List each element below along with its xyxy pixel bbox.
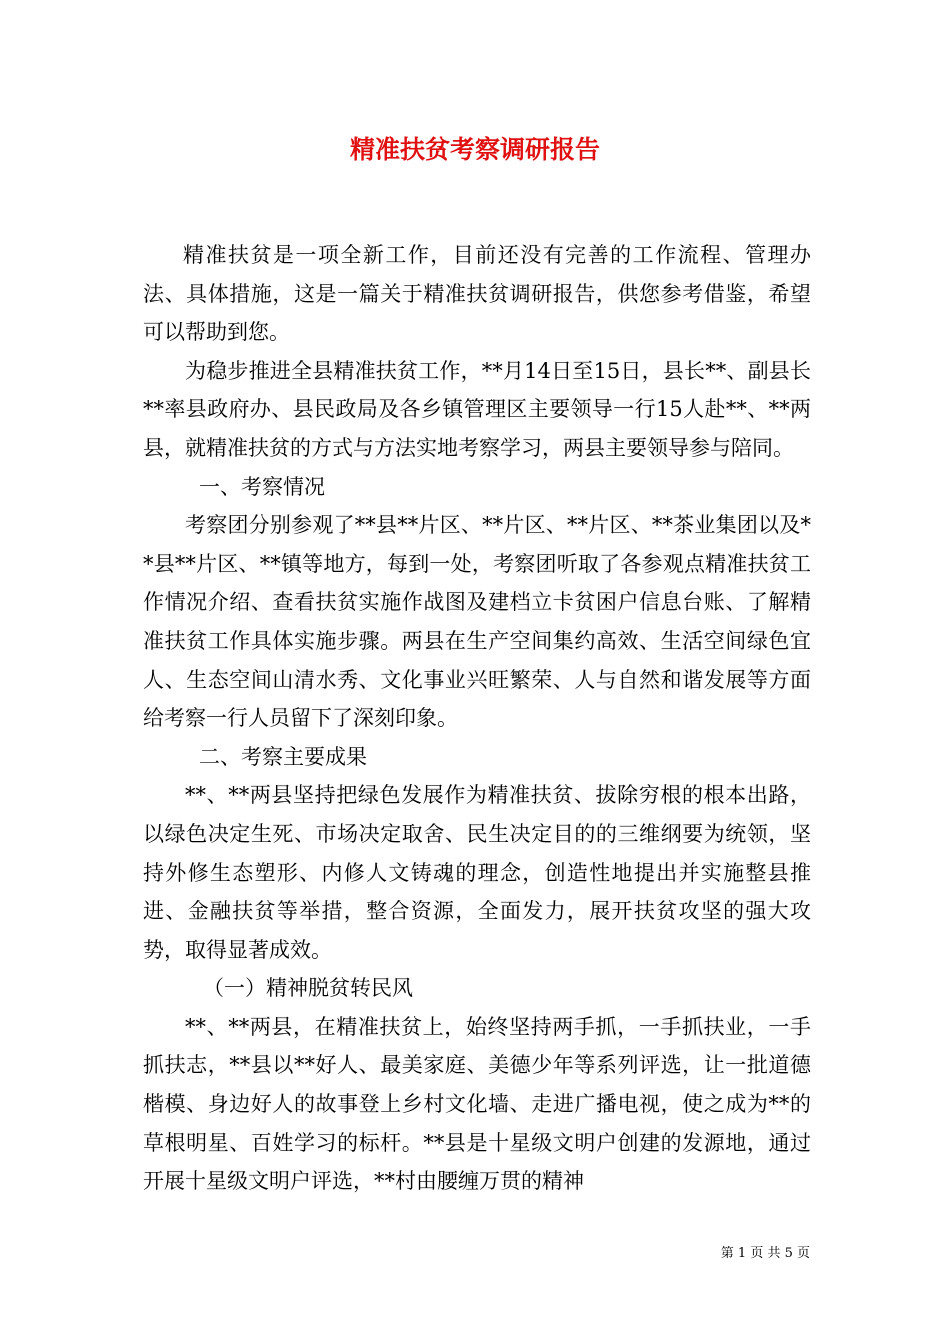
- spirit-paragraph: **、**两县，在精准扶贫上，始终坚持两手抓，一手抓扶业，一手抓扶志，**县以**好人、最美家庭、美德少年等系列评选，让一批道德楷模、身边好人的故事登上乡村文化墙、走进广播电视，使之成为**的草根明星、百姓学习的标杆。**县是十星级文明户创建的发源地，通过开展十星级文明户评选，**村由腰缠万贯的精神: [143, 1014, 811, 1194]
- section-heading-results: 二、考察主要成果: [199, 744, 367, 769]
- results-paragraph: **、**两县坚持把绿色发展作为精准扶贫、拔除穷根的根本出路，以绿色决定生死、市场决定取舍、民生决定目的的三维纲要为统领，坚持外修生态塑形、内修人文铸魂的理念，创造性地提出并实施整县推进、金融扶贫等举措，整合资源，全面发力，展开扶贫攻坚的强大攻势，取得显著成效。: [143, 783, 811, 962]
- page-number-footer: 第 1 页 共 5 页: [720, 1246, 810, 1261]
- intro-paragraph: 精准扶贫是一项全新工作，目前还没有完善的工作流程、管理办法、具体措施，这是一篇关于精准扶贫调研报告，供您参考借鉴，希望可以帮助到您。: [143, 243, 811, 345]
- document-title: 精准扶贫考察调研报告: [349, 135, 600, 164]
- document-body: [143, 236, 811, 1201]
- subsection-heading-spirit: （一）精神脱贫转民风: [203, 976, 413, 1001]
- inspection-paragraph: 考察团分别参观了**县**片区、**片区、**片区、**茶业集团以及**县**片区、**镇等地方，每到一处，考察团听取了各参观点精准扶贫工作情况介绍、查看扶贫实施作战图及建档立卡贫困户信息台账、了解精准扶贫工作具体实施步骤。两县在生产空间集约高效、生活空间绿色宜人、生态空间山清水秀、文化事业兴旺繁荣、人与自然和谐发展等方面给考察一行人员留下了深刻印象。: [143, 513, 811, 731]
- background-paragraph: 为稳步推进全县精准扶贫工作，**月14日至15日，县长**、副县长**率县政府办、县民政局及各乡镇管理区主要领导一行15人赴**、**两县，就精准扶贫的方式与方法实地考察学习，两县主要领导参与陪同。: [143, 358, 811, 460]
- section-heading-inspection: 一、考察情况: [199, 474, 325, 499]
